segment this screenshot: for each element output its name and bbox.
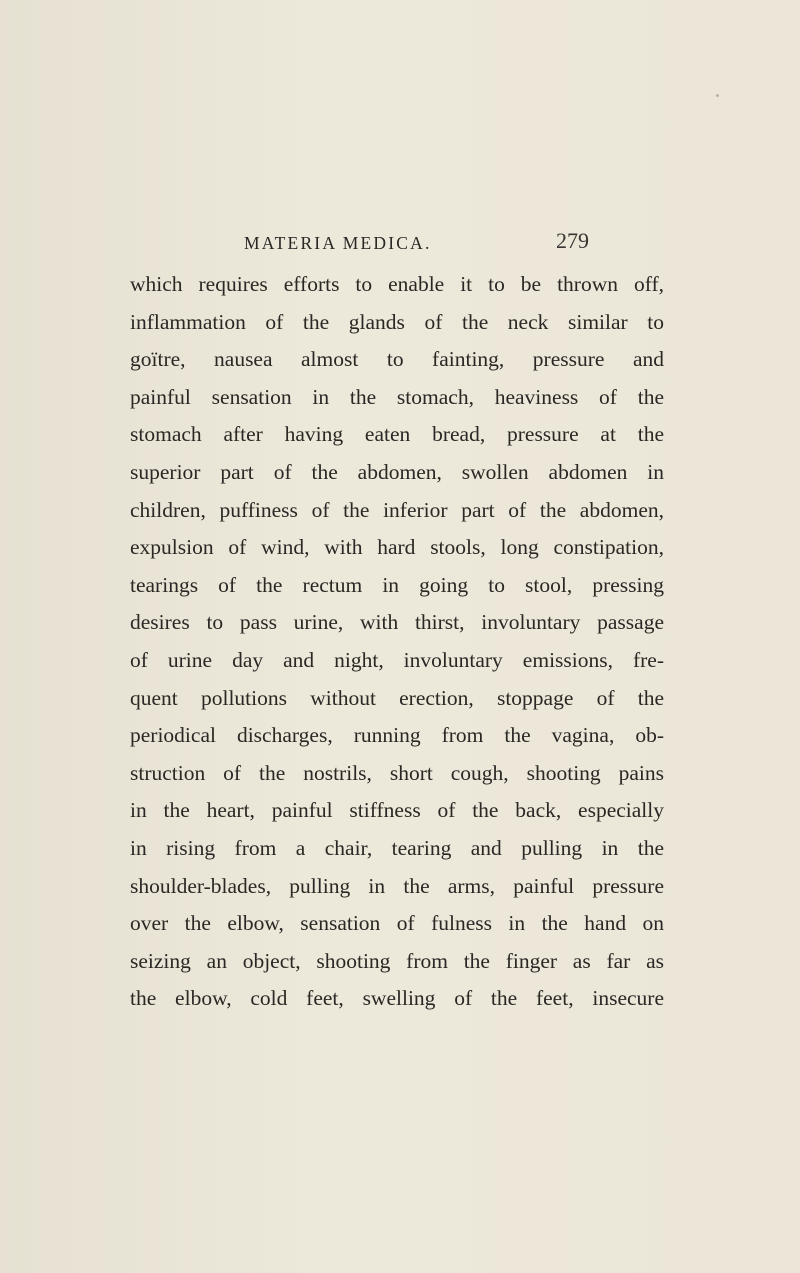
text-line: goïtre, nausea almost to fainting, pressure and	[130, 347, 664, 372]
page-number: 279	[556, 228, 589, 253]
text-line: of urine day and night, involuntary emissions, fre-	[130, 647, 664, 672]
text-line: which requires efforts to enable it to be thrown off,	[130, 272, 664, 296]
text-line: desires to pass urine, with thirst, involuntary passage	[130, 610, 664, 635]
text-line: shoulder-blades, pulling in the arms, painful pressure	[130, 873, 664, 898]
text-line: periodical discharges, running from the vagina, ob-	[130, 723, 664, 748]
text-line: the elbow, cold feet, swelling of the feet, insecure	[130, 986, 664, 1011]
paper-speck	[716, 94, 719, 97]
text-line: quent pollutions without erection, stoppage of the	[130, 685, 664, 710]
text-line: children, puffiness of the inferior part of the abdomen,	[130, 497, 664, 522]
text-line: over the elbow, sensation of fulness in the hand on	[130, 911, 664, 936]
body-text	[130, 266, 664, 1018]
text-line: in the heart, painful stiffness of the back, especially	[130, 798, 664, 823]
text-line: expulsion of wind, with hard stools, long constipation,	[130, 535, 664, 560]
text-line: painful sensation in the stomach, heaviness of the	[130, 384, 664, 409]
text-line: seizing an object, shooting from the finger as far as	[130, 948, 664, 973]
running-title: MATERIA MEDICA.	[244, 233, 432, 253]
running-head	[244, 226, 634, 262]
text-line: stomach after having eaten bread, pressure at the	[130, 422, 664, 447]
text-line: in rising from a chair, tearing and pulling in the	[130, 835, 664, 860]
text-line: struction of the nostrils, short cough, shooting pains	[130, 760, 664, 785]
text-line: superior part of the abdomen, swollen abdomen in	[130, 459, 664, 484]
text-line: inflammation of the glands of the neck similar to	[130, 309, 664, 334]
text-line: tearings of the rectum in going to stool, pressing	[130, 572, 664, 597]
